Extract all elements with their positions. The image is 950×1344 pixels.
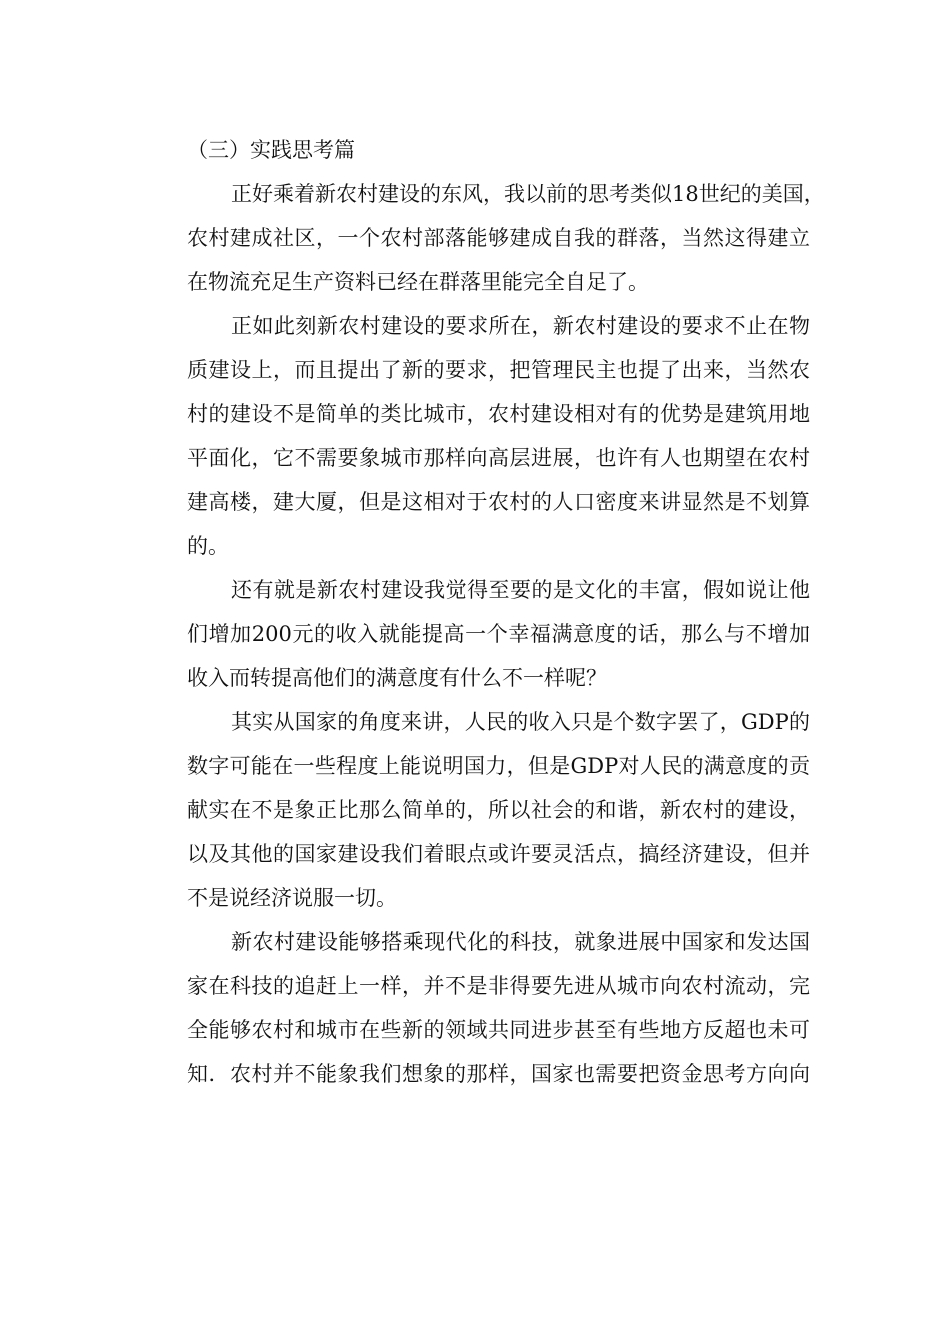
paragraph-line: 的。	[187, 534, 229, 558]
paragraph-3	[145, 568, 810, 700]
paragraph-line: 以及其他的国家建设我们着眼点或许要灵活点，搞经济建设，但并	[187, 842, 810, 866]
paragraph-line: 平面化，它不需要象城市那样向高层进展，也许有人也期望在农村	[187, 446, 810, 470]
paragraph-line: 建高楼，建大厦，但是这相对于农村的人口密度来讲显然是不划算	[187, 490, 810, 514]
paragraph-line: 知．农村并不能象我们想象的那样，国家也需要把资金思考方向向	[187, 1062, 810, 1086]
paragraph-line: 正如此刻新农村建设的要求所在，新农村建设的要求不止在物	[231, 314, 810, 338]
paragraph-4	[145, 700, 810, 920]
paragraph-line: 全能够农村和城市在些新的领域共同进步甚至有些地方反超也未可	[187, 1018, 810, 1042]
paragraph-line: 们增加200元的收入就能提高一个幸福满意度的话，那么与不增加	[187, 622, 810, 646]
paragraph-line: 献实在不是象正比那么简单的，所以社会的和谐，新农村的建设，	[187, 798, 810, 822]
paragraph-line: 正好乘着新农村建设的东风，我以前的思考类似18世纪的美国，	[231, 182, 825, 206]
paragraph-line: 家在科技的追赶上一样，并不是非得要先进从城市向农村流动，完	[187, 974, 810, 998]
paragraph-5	[145, 920, 810, 1096]
paragraph-line: 村的建设不是简单的类比城市，农村建设相对有的优势是建筑用地	[187, 402, 810, 426]
paragraph-2	[145, 304, 810, 568]
document-page	[145, 128, 825, 1096]
paragraph-1	[145, 172, 825, 304]
paragraph-line: 数字可能在一些程度上能说明国力，但是GDP对人民的满意度的贡	[187, 754, 810, 778]
paragraph-line: 农村建成社区，一个农村部落能够建成自我的群落，当然这得建立	[187, 226, 810, 250]
paragraph-line: 新农村建设能够搭乘现代化的科技，就象进展中国家和发达国	[231, 930, 810, 954]
section-heading: （三）实践思考篇	[187, 138, 355, 162]
paragraph-line: 其实从国家的角度来讲，人民的收入只是个数字罢了，GDP的	[231, 710, 810, 734]
paragraph-line: 不是说经济说服一切。	[187, 886, 397, 910]
paragraph-line: 还有就是新农村建设我觉得至要的是文化的丰富，假如说让他	[231, 578, 810, 602]
paragraph-line: 质建设上，而且提出了新的要求，把管理民主也提了出来，当然农	[187, 358, 810, 382]
paragraph-line: 收入而转提高他们的满意度有什么不一样呢？	[187, 666, 607, 690]
paragraph-line: 在物流充足生产资料已经在群落里能完全自足了。	[187, 270, 649, 294]
